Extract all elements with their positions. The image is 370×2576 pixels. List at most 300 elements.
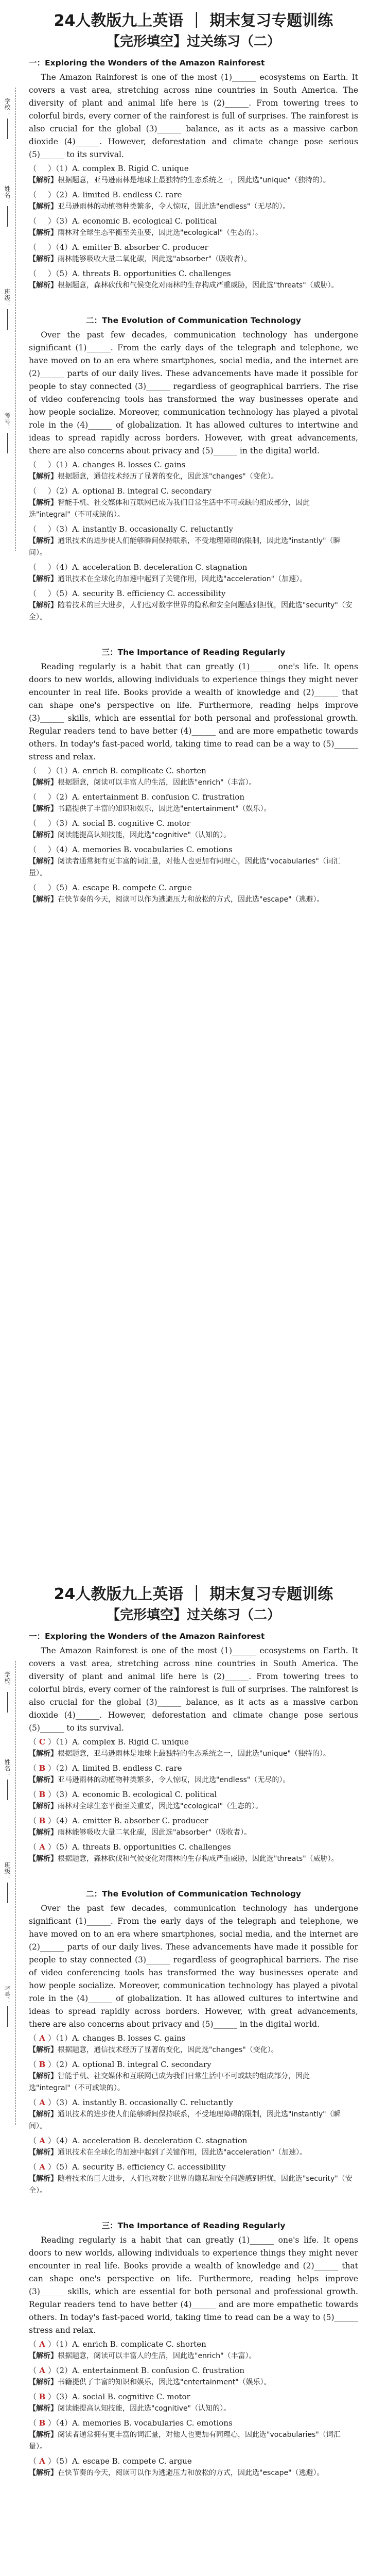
question-options: A. limited B. endless C. rare: [72, 1764, 182, 1773]
answer-bracket-open: （: [29, 766, 37, 775]
answer-bracket-close: ）: [48, 1737, 56, 1747]
binding-label-text: 考号：: [4, 1986, 11, 2004]
explanation-tag: 【解析】: [29, 229, 58, 237]
binding-label-text: 班级：: [4, 1862, 11, 1880]
question-options: A. emitter B. absorber C. producer: [72, 1816, 208, 1825]
explanation-tag: 【解析】: [29, 575, 58, 583]
question-row: [29, 2391, 358, 2403]
passage-heading: 三：The Importance of Reading Regularly: [101, 2221, 286, 2230]
question-number: （2）: [56, 190, 73, 199]
binding-blank[interactable]: [7, 309, 8, 330]
explanation-text: 通讯技术的进步使人们能够瞬间保持联系，不受地理障碍的限制，因此选"instantly"（瞬间）。: [29, 537, 341, 557]
question-row: [29, 1815, 358, 1827]
binding-label: [2, 289, 13, 330]
explanation: [29, 535, 358, 559]
cut-line: [15, 88, 16, 551]
answer-bracket-close: ）: [48, 883, 56, 892]
question-row: [29, 485, 358, 497]
binding-blank[interactable]: [7, 118, 8, 139]
binding-label-text: 考号：: [4, 412, 11, 431]
question-options: A. escape B. compete C. argue: [72, 883, 192, 892]
question-row: [29, 189, 358, 201]
explanation-tag: 【解析】: [29, 805, 58, 813]
question-options: A. changes B. losses C. gains: [72, 2033, 186, 2043]
explanation-tag: 【解析】: [29, 2175, 58, 2183]
binding-label: [2, 185, 13, 227]
explanation-tag: 【解析】: [29, 1802, 58, 1810]
answer-slot[interactable]: A: [39, 2456, 45, 2466]
explanation-tag: 【解析】: [29, 857, 58, 866]
explanation: [29, 175, 358, 187]
explanation-tag: 【解析】: [29, 202, 58, 211]
answer-slot[interactable]: A: [39, 2136, 45, 2145]
question-number: （4）: [56, 2136, 73, 2145]
answer-bracket-open: （: [29, 164, 37, 173]
question-number: （3）: [56, 819, 73, 828]
answer-bracket-close: ）: [48, 2136, 56, 2145]
answer-slot[interactable]: B: [39, 2060, 46, 2069]
question-row: [29, 791, 358, 803]
answer-bracket-open: （: [29, 2392, 37, 2401]
answer-slot[interactable]: A: [39, 2366, 45, 2375]
question-row: [29, 561, 358, 573]
answer-bracket-close: ）: [48, 1816, 56, 1825]
question-number: （2）: [56, 2366, 73, 2375]
explanation-text: 根据题意，阅读可以丰富人的生活，因此选"enrich"（丰富）。: [58, 2352, 256, 2360]
question-options: A. acceleration B. deceleration C. stagnation: [72, 2136, 248, 2145]
question-row: [29, 817, 358, 829]
passage-heading: 一：Exploring the Wonders of the Amazon Rainforest: [29, 58, 265, 67]
explanation-text: 通讯技术在全球化的加速中起到了关键作用，因此选"acceleration"（加速）。: [58, 2148, 307, 2157]
question-options: A. security B. efficiency C. accessibility: [72, 589, 226, 598]
answer-bracket-open: （: [29, 269, 37, 278]
answer-bracket-open: （: [29, 2366, 37, 2375]
answer-bracket-open: （: [29, 243, 37, 252]
explanation: [29, 2429, 358, 2453]
binding-label: [2, 1759, 13, 1800]
question-row: [29, 2058, 358, 2071]
question-row: [29, 2032, 358, 2044]
answer-slot[interactable]: B: [39, 2418, 46, 2428]
question-options: A. threats B. opportunities C. challenges: [72, 269, 231, 278]
question-number: （5）: [56, 883, 73, 892]
question-row: [29, 1788, 358, 1801]
explanation: [29, 829, 358, 841]
answer-bracket-close: ）: [48, 589, 56, 598]
question-number: （5）: [56, 2162, 73, 2172]
answer-bracket-open: （: [29, 216, 37, 226]
explanation-tag: 【解析】: [29, 2046, 58, 2054]
passage-text: Reading regularly is a habit that can greatly (1)______ one's life. It opens doors to new worlds, allowing individuals to experience things they might never encounter in real life. Books provide a wealth of knowledge and (2)______ that can shape one's perspective on life. Furthermore, reading helps improve (3)______ skills, which are essential for both personal and professional growth. Regular readers tend to have better (4)______ and are more empathetic towards others. In today's fast-paced world, taking time to read can be a way to (5)______ stress and relax.: [29, 2235, 358, 2335]
answer-slot[interactable]: A: [39, 2340, 45, 2349]
question-number: （1）: [56, 2340, 73, 2349]
question-row: [29, 1736, 358, 1748]
question-row: [29, 882, 358, 894]
explanation-text: 亚马逊雨林的动植物种类繁多，令人惊叹，因此选"endless"（无尽的）。: [58, 202, 290, 211]
explanation-tag: 【解析】: [29, 472, 58, 481]
question-options: A. instantly B. occasionally C. reluctantly: [72, 2098, 233, 2107]
answer-bracket-close: ）: [48, 792, 56, 802]
explanation-text: 智能手机、社交媒体和互联网已成为我们日常生活中不可或缺的组成部分，因此选"integral"（不可或缺的）。: [29, 499, 310, 519]
question-number: （3）: [56, 1790, 73, 1799]
answer-bracket-open: （: [29, 1764, 37, 1773]
question-options: A. complex B. Rigid C. unique: [72, 164, 189, 173]
question-row: [29, 843, 358, 856]
answer-slot[interactable]: C: [39, 1737, 45, 1747]
answer-bracket-close: ）: [48, 2340, 56, 2349]
passage-heading: 三：The Importance of Reading Regularly: [101, 648, 286, 657]
explanation-tag: 【解析】: [29, 778, 58, 787]
page-subtitle: 【完形填空】过关练习（二）: [106, 1607, 280, 1623]
explanation-tag: 【解析】: [29, 537, 58, 545]
question-row: [29, 2096, 358, 2109]
binding-label: [2, 1862, 13, 1903]
answer-bracket-close: ）: [48, 164, 56, 173]
answer-bracket-open: （: [29, 2418, 37, 2428]
explanation-tag: 【解析】: [29, 895, 58, 904]
explanation-text: 智能手机、社交媒体和互联网已成为我们日常生活中不可或缺的组成部分，因此选"integral"（不可或缺的）。: [29, 2072, 310, 2092]
answer-bracket-open: （: [29, 589, 37, 598]
explanation-tag: 【解析】: [29, 831, 58, 839]
explanation-text: 根据题意，阅读可以丰富人的生活，因此选"enrich"（丰富）。: [58, 778, 256, 787]
question-options: A. optional B. integral C. secondary: [72, 2060, 212, 2069]
question-number: （2）: [56, 792, 73, 802]
question-number: （4）: [56, 845, 73, 854]
answer-bracket-close: ）: [48, 2060, 56, 2069]
answer-bracket-close: ）: [48, 1764, 56, 1773]
answer-bracket-close: ）: [48, 524, 56, 534]
explanation: [29, 894, 358, 906]
question-number: （3）: [56, 2392, 73, 2401]
question-number: （1）: [56, 1737, 73, 1747]
explanation-tag: 【解析】: [29, 281, 58, 290]
page-title: 24人教版九上英语 ｜ 期末复习专题训练: [54, 12, 333, 30]
answer-bracket-open: （: [29, 2136, 37, 2145]
explanation-text: 雨林对全球生态平衡至关重要，因此选"ecological"（生态的）。: [58, 229, 263, 237]
question-options: A. acceleration B. deceleration C. stagnation: [72, 563, 248, 572]
answer-bracket-open: （: [29, 2098, 37, 2107]
explanation-tag: 【解析】: [29, 2072, 58, 2080]
question-number: （2）: [56, 486, 73, 496]
answer-slot[interactable]: B: [39, 1764, 46, 1773]
answer-bracket-close: ）: [48, 486, 56, 496]
explanation-tag: 【解析】: [29, 1828, 58, 1837]
explanation: [29, 2109, 358, 2132]
binding-blank[interactable]: [7, 1780, 8, 1800]
question-row: [29, 2455, 358, 2467]
question-number: （3）: [56, 216, 73, 226]
binding-label-text: 姓名：: [4, 1759, 11, 1777]
explanation-tag: 【解析】: [29, 2110, 58, 2119]
answer-bracket-open: （: [29, 883, 37, 892]
passage-text: Over the past few decades, communication technology has undergone significant (1)______. From the early days of the telegraph and telephone, we have moved on to an era where smartphones, social media, and the internet are (2)______ parts of our daily lives. These advancements have made it possible for people to stay connected (3)______ regardless of geographical barriers. The rise of video conferencing tools has transformed the way businesses operate and how people socialize. Moreover, communication technology has played a pivotal role in the (4)______ of globalization. It has allowed cultures to intertwine and ideas to spread rapidly across borders. However, with great advancements, there are also concerns about privacy and (5)______ in the digital world.: [29, 1904, 358, 2029]
answer-bracket-close: ）: [48, 819, 56, 828]
answer-bracket-open: （: [29, 2340, 37, 2349]
explanation: [29, 471, 358, 483]
question-options: A. optional B. integral C. secondary: [72, 486, 212, 496]
answer-bracket-close: ）: [48, 269, 56, 278]
passage-heading: 二：The Evolution of Communication Technology: [85, 1889, 302, 1899]
question-options: A. memories B. vocabularies C. emotions: [72, 845, 233, 854]
answer-bracket-open: （: [29, 845, 37, 854]
explanation-tag: 【解析】: [29, 1855, 58, 1863]
explanation-text: 根据题意，亚马逊雨林是地球上最独特的生态系统之一，因此选"unique"（独特的）。: [58, 1750, 330, 1758]
question-options: A. emitter B. absorber C. producer: [72, 243, 208, 252]
binding-label: [2, 412, 13, 453]
answer-bracket-close: ）: [48, 2392, 56, 2401]
answer-slot[interactable]: A: [39, 2098, 45, 2107]
binding-blank[interactable]: [7, 1883, 8, 1903]
answer-bracket-open: （: [29, 1737, 37, 1747]
explanation: [29, 280, 358, 292]
explanation-tag: 【解析】: [29, 176, 58, 184]
explanation-text: 通讯技术在全球化的加速中起到了关键作用，因此选"acceleration"（加速）。: [58, 575, 307, 583]
binding-label-text: 班级：: [4, 289, 11, 307]
passage-text: Reading regularly is a habit that can greatly (1)______ one's life. It opens doors to new worlds, allowing individuals to experience things they might never encounter in real life. Books provide a wealth of knowledge and (2)______ that can shape one's perspective on life. Furthermore, reading helps improve (3)______ skills, which are essential for both personal and professional growth. Regular readers tend to have better (4)______ and are more empathetic towards others. In today's fast-paced world, taking time to read can be a way to (5)______ stress and relax.: [29, 662, 358, 761]
explanation: [29, 2044, 358, 2056]
question-row: [29, 2134, 358, 2147]
answer-bracket-close: ）: [48, 243, 56, 252]
binding-blank[interactable]: [7, 433, 8, 453]
explanation: [29, 1748, 358, 1760]
question-number: （4）: [56, 2418, 73, 2428]
answer-bracket-close: ）: [48, 2456, 56, 2466]
explanation-text: 阅读者通常拥有更丰富的词汇量，对他人也更加有同理心，因此选"vocabularies"（词汇量）。: [29, 857, 341, 877]
explanation-tag: 【解析】: [29, 1750, 58, 1758]
question-number: （1）: [56, 460, 73, 469]
answer-bracket-close: ）: [48, 460, 56, 469]
question-row: [29, 2417, 358, 2429]
explanation-tag: 【解析】: [29, 2431, 58, 2439]
question-number: （3）: [56, 524, 73, 534]
explanation-tag: 【解析】: [29, 2404, 58, 2413]
answer-bracket-close: ）: [48, 563, 56, 572]
answer-bracket-open: （: [29, 563, 37, 572]
answer-bracket-open: （: [29, 819, 37, 828]
binding-label-text: 姓名：: [4, 185, 11, 204]
question-number: （5）: [56, 269, 73, 278]
explanation-text: 根据题意，森林砍伐和气候变化对雨林的生存构成严重威胁，因此选"threats"（威胁）。: [58, 281, 339, 290]
question-row: [29, 1841, 358, 1853]
explanation-text: 随着技术的巨大进步，人们也对数字世界的隐私和安全问题感到担忧，因此选"security"（安全）。: [29, 2175, 353, 2195]
binding-label: [2, 1986, 13, 2027]
question-options: A. security B. efficiency C. accessibility: [72, 2162, 226, 2172]
question-number: （1）: [56, 766, 73, 775]
binding-label-text: 学校：: [4, 98, 11, 116]
explanation-text: 根据题意，通信技术经历了显著的变化，因此选"changes"（变化）。: [58, 472, 278, 481]
question-row: [29, 459, 358, 471]
answer-bracket-open: （: [29, 524, 37, 534]
passage-text: The Amazon Rainforest is one of the most (1)______ ecosystems on Earth. It covers a vast area, stretching across nine countries in South America. The diversity of plant and animal life here is (2)______. From towering trees to colorful birds, every corner of the rainforest is full of surprises. The rainforest is also crucial for the global (3)______ balance, as it acts as a massive carbon dioxide (4)______. However, deforestation and climate change pose serious (5)______ to its survival.: [29, 1646, 358, 1733]
explanation: [29, 1827, 358, 1839]
question-options: A. enrich B. complicate C. shorten: [72, 2340, 206, 2349]
question-options: A. entertainment B. confusion C. frustration: [72, 2366, 245, 2375]
worksheet-content: [29, 0, 358, 908]
explanation-tag: 【解析】: [29, 2352, 58, 2360]
answer-slot[interactable]: B: [39, 1816, 46, 1825]
question-row: [29, 587, 358, 600]
answer-bracket-open: （: [29, 460, 37, 469]
question-number: （4）: [56, 563, 73, 572]
explanation-text: 在快节奏的今天，阅读可以作为逃避压力和放松的方式，因此选"escape"（逃避）。: [58, 895, 324, 904]
answer-bracket-open: （: [29, 190, 37, 199]
explanation: [29, 2350, 358, 2362]
explanation: [29, 2403, 358, 2415]
question-number: （2）: [56, 1764, 73, 1773]
answer-slot[interactable]: B: [39, 2392, 46, 2401]
explanation: [29, 253, 358, 265]
explanation: [29, 2173, 358, 2197]
binding-label: [2, 1671, 13, 1713]
passage-text: Over the past few decades, communication technology has undergone significant (1)______. From the early days of the telegraph and telephone, we have moved on to an era where smartphones, social media, and the internet are (2)______ parts of our daily lives. These advancements have made it possible for people to stay connected (3)______ regardless of geographical barriers. The rise of video conferencing tools has transformed the way businesses operate and how people socialize. Moreover, communication technology has played a pivotal role in the (4)______ of globalization. It has allowed cultures to intertwine and ideas to spread rapidly across borders. However, with great advancements, there are also concerns about privacy and (5)______ in the digital world.: [29, 330, 358, 455]
explanation-text: 阅读能提高认知技能，因此选"cognitive"（认知的）。: [58, 2404, 231, 2413]
explanation-text: 雨林对全球生态平衡至关重要，因此选"ecological"（生态的）。: [58, 1802, 263, 1810]
answer-bracket-close: ）: [48, 190, 56, 199]
question-row: [29, 2161, 358, 2173]
answer-slot[interactable]: A: [39, 1842, 45, 1852]
binding-label: [2, 98, 13, 139]
explanation-text: 阅读者通常拥有更丰富的词汇量，对他人也更加有同理心，因此选"vocabularies"（词汇量）。: [29, 2431, 341, 2451]
answer-bracket-open: （: [29, 486, 37, 496]
question-options: A. changes B. losses C. gains: [72, 460, 186, 469]
answer-slot[interactable]: B: [39, 1790, 46, 1799]
answer-bracket-close: ）: [48, 1790, 56, 1799]
explanation-text: 在快节奏的今天，阅读可以作为逃避压力和放松的方式，因此选"escape"（逃避）。: [58, 2469, 324, 2477]
question-number: （4）: [56, 243, 73, 252]
question-number: （5）: [56, 2456, 73, 2466]
answer-bracket-close: ）: [48, 2366, 56, 2375]
explanation: [29, 201, 358, 213]
answer-bracket-open: （: [29, 2162, 37, 2172]
page-subtitle: 【完形填空】过关练习（二）: [106, 34, 280, 49]
question-number: （1）: [56, 2033, 73, 2043]
question-options: A. complex B. Rigid C. unique: [72, 1737, 189, 1747]
answer-bracket-open: （: [29, 2456, 37, 2466]
explanation: [29, 2377, 358, 2388]
question-row: [29, 523, 358, 535]
question-options: A. instantly B. occasionally C. reluctantly: [72, 524, 233, 534]
answer-bracket-close: ）: [48, 216, 56, 226]
explanation: [29, 856, 358, 879]
binding-label-text: 学校：: [4, 1671, 11, 1690]
binding-blank[interactable]: [7, 206, 8, 227]
answer-bracket-close: ）: [48, 2098, 56, 2107]
question-row: [29, 2338, 358, 2350]
explanation-tag: 【解析】: [29, 2148, 58, 2157]
explanation: [29, 1801, 358, 1812]
question-number: （5）: [56, 589, 73, 598]
question-options: A. economic B. ecological C. political: [72, 1790, 217, 1799]
answer-slot[interactable]: A: [39, 2162, 45, 2172]
explanation: [29, 2147, 358, 2159]
answer-slot[interactable]: A: [39, 2033, 45, 2043]
question-options: A. limited B. endless C. rare: [72, 190, 182, 199]
explanation: [29, 227, 358, 239]
question-row: [29, 162, 358, 175]
explanation-text: 书籍提供了丰富的知识和娱乐，因此选"entertainment"（娱乐）。: [58, 2378, 271, 2386]
question-number: （2）: [56, 2060, 73, 2069]
explanation-text: 雨林能够吸收大量二氧化碳，因此选"absorber"（吸收者）。: [58, 1828, 252, 1837]
answer-bracket-close: ）: [48, 766, 56, 775]
explanation-tag: 【解析】: [29, 1776, 58, 1784]
question-options: A. escape B. compete C. argue: [72, 2456, 192, 2466]
explanation-tag: 【解析】: [29, 601, 58, 609]
question-row: [29, 267, 358, 280]
passage-heading: 一：Exploring the Wonders of the Amazon Rainforest: [29, 1632, 265, 1641]
answer-bracket-open: （: [29, 792, 37, 802]
question-row: [29, 1762, 358, 1774]
answer-bracket-open: （: [29, 1816, 37, 1825]
question-options: A. economic B. ecological C. political: [72, 216, 217, 226]
explanation-tag: 【解析】: [29, 255, 58, 263]
question-row: [29, 2364, 358, 2377]
answer-bracket-close: ）: [48, 1842, 56, 1852]
question-options: A. social B. cognitive C. motor: [72, 2392, 190, 2401]
question-row: [29, 215, 358, 227]
question-options: A. enrich B. complicate C. shorten: [72, 766, 206, 775]
explanation-text: 随着技术的巨大进步，人们也对数字世界的隐私和安全问题感到担忧，因此选"security"（安全）。: [29, 601, 353, 621]
question-row: [29, 765, 358, 777]
explanation-tag: 【解析】: [29, 2469, 58, 2477]
question-number: （1）: [56, 164, 73, 173]
explanation: [29, 600, 358, 623]
explanation-tag: 【解析】: [29, 499, 58, 507]
question-number: （3）: [56, 2098, 73, 2107]
explanation: [29, 777, 358, 789]
binding-blank[interactable]: [7, 2006, 8, 2027]
question-options: A. threats B. opportunities C. challenges: [72, 1842, 231, 1852]
question-number: （5）: [56, 1842, 73, 1852]
explanation: [29, 803, 358, 815]
question-options: A. entertainment B. confusion C. frustration: [72, 792, 245, 802]
question-options: A. memories B. vocabularies C. emotions: [72, 2418, 233, 2428]
page-title: 24人教版九上英语 ｜ 期末复习专题训练: [54, 1585, 333, 1603]
answer-bracket-close: ）: [48, 2033, 56, 2043]
answer-bracket-open: （: [29, 1842, 37, 1852]
answer-bracket-close: ）: [48, 2418, 56, 2428]
passage-heading: 二：The Evolution of Communication Technology: [85, 316, 302, 325]
binding-margin: [0, 0, 23, 1573]
question-options: A. social B. cognitive C. motor: [72, 819, 190, 828]
explanation-text: 根据题意，森林砍伐和气候变化对雨林的生存构成严重威胁，因此选"threats"（威胁）。: [58, 1855, 339, 1863]
binding-margin: [0, 1573, 23, 2576]
explanation-text: 根据题意，亚马逊雨林是地球上最独特的生态系统之一，因此选"unique"（独特的）。: [58, 176, 330, 184]
explanation-text: 阅读能提高认知技能，因此选"cognitive"（认知的）。: [58, 831, 231, 839]
answer-bracket-close: ）: [48, 2162, 56, 2172]
explanation-text: 雨林能够吸收大量二氧化碳，因此选"absorber"（吸收者）。: [58, 255, 252, 263]
explanation: [29, 2467, 358, 2479]
explanation: [29, 573, 358, 585]
answer-bracket-open: （: [29, 1790, 37, 1799]
explanation-text: 通讯技术的进步使人们能够瞬间保持联系，不受地理障碍的限制，因此选"instantly"（瞬间）。: [29, 2110, 341, 2130]
cut-line: [15, 1661, 16, 2125]
question-number: （4）: [56, 1816, 73, 1825]
question-row: [29, 241, 358, 253]
answer-bracket-close: ）: [48, 845, 56, 854]
explanation-text: 根据题意，通信技术经历了显著的变化，因此选"changes"（变化）。: [58, 2046, 278, 2054]
explanation-text: 书籍提供了丰富的知识和娱乐，因此选"entertainment"（娱乐）。: [58, 805, 271, 813]
binding-blank[interactable]: [7, 1692, 8, 1713]
answer-bracket-open: （: [29, 2060, 37, 2069]
explanation: [29, 1774, 358, 1786]
worksheet-content: [29, 1573, 358, 2481]
worksheet-page: [0, 1573, 370, 2576]
passage-text: The Amazon Rainforest is one of the most (1)______ ecosystems on Earth. It covers a vast area, stretching across nine countries in South America. The diversity of plant and animal life here is (2)______. From towering trees to colorful birds, every corner of the rainforest is full of surprises. The rainforest is also crucial for the global (3)______ balance, as it acts as a massive carbon dioxide (4)______. However, deforestation and climate change pose serious (5)______ to its survival.: [29, 73, 358, 159]
answer-bracket-open: （: [29, 2033, 37, 2043]
explanation: [29, 497, 358, 521]
explanation: [29, 1853, 358, 1865]
explanation-tag: 【解析】: [29, 2378, 58, 2386]
